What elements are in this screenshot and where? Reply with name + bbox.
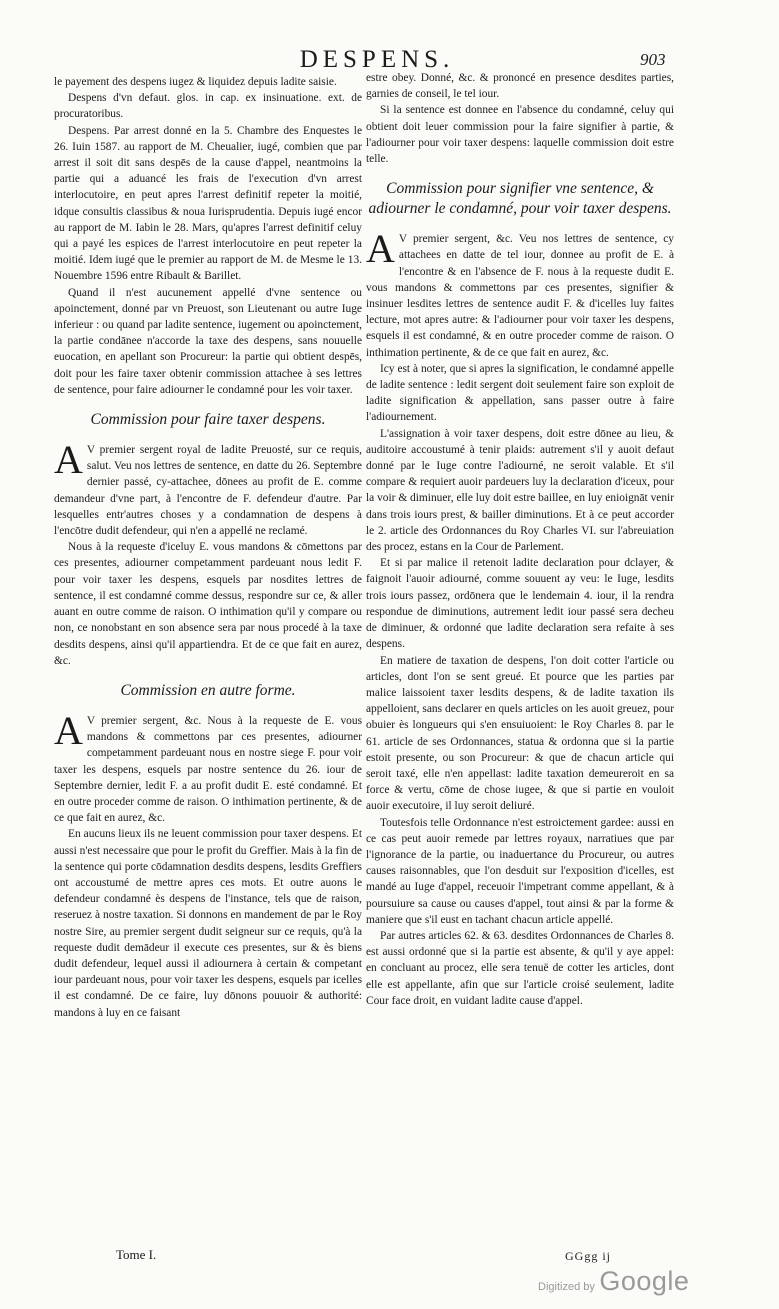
paragraph: Quand il n'est aucunement appellé d'vne sentence ou apoinctement, donné par vn Preuost, son Lieutenant ou autre Iuge inferieur : ou quand par ladite sentence, iugement ou apoinctement, la partie condānee n'accorde la taxe des despens, sans nouuelle euocation, en apellant son Procureur: la partie qui obtient despēs, doit pour les faire taxer obtenir commission attachee à ses lettres de sentence, pour faire adiourner le condamné pour les voir taxer. [54, 286, 362, 396]
paragraph: Despens. Par arrest donné en la 5. Chambre des Enquestes le 26. Iuin 1587. au rapport de M. Cheualier, iugé, combien que par arrest il soit dit sans despēs de la cause d'appel, neantmoins la partie qui a aduancé les frais de l'execution d'vn arrest interlocutoire, en peut apres l'arrest definitif repeter la moitié, idque consultis classibus & noua Iurisprudentia. Depuis iugé encor au rapport de M. Iabin le 28. Mars, qu'apres l'arrest definitif celuy qui a payé les espices de l'arrest interlocutoire en peut repeter la moitié. Idem iugé que le premier au rapport de M. de Mesme le 13. Nouembre 1596 entre Ribault & Barillet. [54, 124, 362, 283]
paragraph: Nous à la requeste d'iceluy E. vous mandons & cōmettons par ces presentes, adiourner competamment pardeuant nous ledit F. pour voir taxer les despens, esquels par nosdites lettres de sentence, il est condamné comme dessus, respondre sur ce, & aller auant en outre comme de raison. O inthimation qu'il y compare ou non, ce nonobstant en son absence sera par nous procedé à la taxe desdits despens, ainsi qu'il appartiendra. Et de ce que fait en aurez, &c. [54, 541, 362, 667]
column-divider [362, 72, 363, 1244]
paragraph: Toutesfois telle Ordonnance n'est estroictement gardee: aussi en ce cas peut auoir remede par lettres royaux, narratiues que par l'ignorance de la partie, ou inaduertance du Procureur, ou autres causes raisonnables, que l'on desduit sur l'exposition d'icelles, est mandé au Iuge d'appel, receuoir l'impetrant comme appellant, & à poursuiure sa cause ou causes d'appel, tout ainsi & par la forme & maniere que s'il eust en tachant chacun article appellé. [366, 816, 674, 926]
paragraph [54, 707, 362, 826]
paragraph: Icy est à noter, que si apres la signification, le condamné appelle de ladite sentence : ledit sergent doit seulement faire son exploit de ladite signification & appellation, sans passer outre à faire l'adiournement. [366, 362, 674, 424]
digitized-prefix: Digitized by [538, 1281, 595, 1293]
paragraph: le payement des despens iugez & liquidez depuis ladite saisie. [54, 76, 337, 88]
signature-mark: GGgg ij [565, 1249, 611, 1263]
paragraph [54, 437, 362, 539]
section-heading: Commission pour faire taxer despens. [90, 411, 326, 429]
section-heading: Commission en autre forme. [120, 681, 296, 699]
paragraph [366, 226, 674, 361]
paragraph: Si la sentence est donnee en l'absence du condamné, celuy qui obtient doit leuer commission pour la faire signifier à partie, & l'adiourner pour voir taxer despens: laquelle commission doit estre telle. [366, 104, 674, 166]
paragraph-text: V premier sergent royal de ladite Preuosté, sur ce requis, salut. Veu nos lettres de sentence, en datte du 26. Septembre dernier passé, cy-attachee, dōnees au profit de E. comme demandeur d'vne part, à l'encontre de F. defendeur d'autre. Par lesquelles entr'autres choses y a condamnation de despens à l'encōtre dudit defendeur, qui n'en a appellé ne reclamé. [54, 444, 362, 538]
left-column [54, 74, 362, 1021]
running-title: DESPENS. [299, 46, 455, 73]
digitized-watermark [538, 1266, 689, 1297]
paragraph: estre obey. Donné, &c. & prononcé en presence desdites parties, garnies de conseil, le tel iour. [366, 72, 674, 101]
paragraph: En aucuns lieux ils ne leuent commission pour taxer despens. Et aussi n'est necessaire que pour le profit du Greffier. Mais à la fin de la sentence qui porte cōdamnation desdits despens, lesdits Greffiers ont accoustumé de mettre apres ces mots. Et outre auons le defendeur condamné ès despens de l'instance, tels que de raison, reseruez à nostre taxation. Si donnons en mandement de par le Roy nostre Sire, au premier sergent dudit seigneur sur ce requis, qu'à la requeste dudit demādeur il execute ces presentes, sur & ès biens dudit defendeur, lequel aussi il adiournera à certain & competant iour pardeuant nous, pour voir taxer les despens, esquels par icelles il est condamné. De ce faire, luy dōnons pouuoir & authorité: mandons à luy en ce faisant [54, 828, 362, 1019]
drop-cap: A [54, 707, 83, 753]
right-column [366, 70, 674, 1009]
paragraph-text: V premier sergent, &c. Veu nos lettres de sentence, cy attachees en datte de tel iour, donnee au profit de E. à l'encontre & en l'absence de F. nous à la requeste dudit E. vous mandons & commettons par ces presentes, signifier & insinuer lesdites lettres de sentence audit F. & d'icelles luy faites lecture, mot apres autre: & l'adiourner pour voir taxer les despens, esquels il est condamné, & en outre proceder comme de raison. O inthimation pertinente, & de ce que fait en aurez, &c. [366, 233, 674, 359]
paragraph: L'assignation à voir taxer despens, doit estre dōnee au lieu, & auditoire accoustumé à tenir plaids: autrement s'il y auoit defaut donné par le Iuge contre l'adiourné, ne seroit valable. Et s'il compare & requiert auoir pardeuers luy la declaration d'iceux, pour la voir & diminuer, elle luy doit estre baillee, en luy enioignāt venir dans trois iours prest, & bailler diminutions. Et à ce peut accorder le 2. article des Ordonnances du Roy Charles VI. sur l'abreuiation des procez, estans en la Cour de Parlement. [366, 427, 674, 554]
drop-cap: A [366, 226, 395, 272]
drop-cap: A [54, 437, 83, 483]
google-logo: Google [599, 1266, 690, 1296]
paragraph-text: V premier sergent, &c. Nous à la requeste de E. vous mandons & commettons par ces presentes, adiourner competamment pardeuant nous en nostre siege F. pour voir taxer les despens, esquels par nostre sentence du 26. iour de Septembre dernier, ledit F. a au profit dudit E. esté condamné. Et en outre proceder comme de raison. O inthimation pertinente, & de ce que fait en aurez, &c. [54, 714, 362, 825]
section-heading: Commission pour signifier vne sentence, & adiourner le condamné, pour voir taxer despens. [368, 180, 672, 218]
paragraph: Et si par malice il retenoit ladite declaration pour dclayer, & faignoit l'auoir adiourné, comme souuent ay veu: le Iuge, lesdits trois iours passez, ordōnera que le lendemain 4. iour, il la rendra respondue de diminutions, autrement ledit iour passé sera decheu de diminuer, & ordonné que ladite declaration sera refaite à ses despens. [366, 557, 674, 651]
page-number: 903 [640, 50, 666, 69]
volume-label: Tome I. [116, 1247, 157, 1262]
paragraph: Despens d'vn defaut. glos. in cap. ex insinuatione. ext. de procuratoribus. [54, 92, 362, 121]
paragraph: En matiere de taxation de despens, l'on doit cotter l'article ou articles, dont l'on se sent greué. Et pource que les parties par malice laissoient taxer lesdits despens, & de ladite taxation ils appelloient, sans declarer en quels articles on les auoit greuez, pour obuier ès longueurs qui s'en ensuiuoient: le Roy Charles 8. par le 61. article de ses Ordonnances, statua & ordonna que si la partie estoit presente, ou son Procureur: & que de chacun article qui seroit taxé, elle n'en appellast: ladite taxation demeureroit en sa force & vertu, cōme de chose iugee, & que si partie en vouloit auoir executoire, il luy seroit deliuré. [366, 654, 674, 813]
paragraph: Par autres articles 62. & 63. desdites Ordonnances de Charles 8. est aussi ordonné que si la partie est absente, & qu'il y aye appel: en concluant au procez, elle sera tenuë de cotter les articles, dont elle est appellante, afin que sur l'article croisé seulement, ladite Cour face droit, en vuidant ladite cause d'appel. [366, 929, 674, 1007]
